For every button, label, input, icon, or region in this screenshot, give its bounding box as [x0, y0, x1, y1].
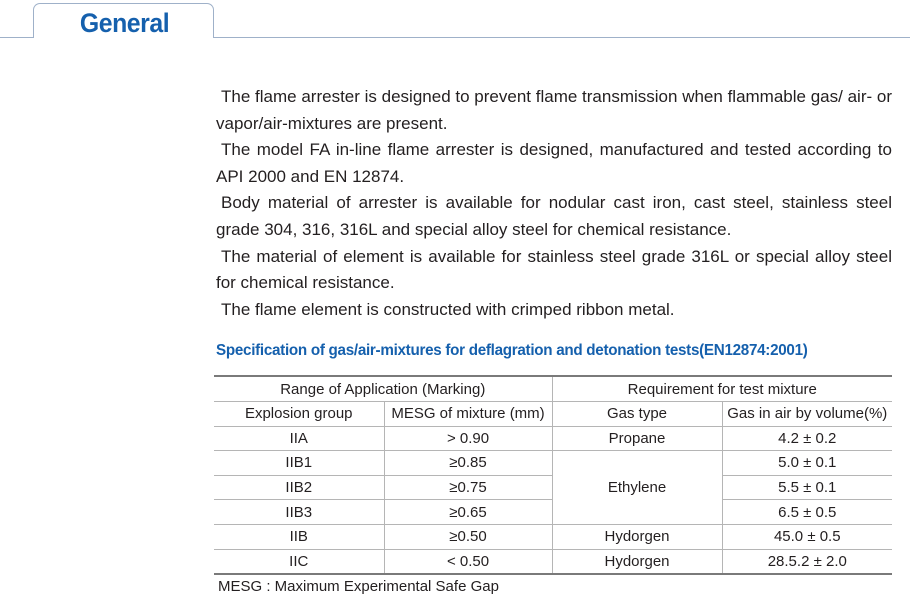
table-column-header-row — [214, 402, 892, 427]
group-header-range: Range of Application (Marking) — [214, 376, 552, 402]
table-group-header-row — [214, 376, 892, 402]
cell-volume: 45.0 ± 0.5 — [722, 524, 892, 549]
cell-group: IIA — [214, 426, 384, 451]
cell-volume: 4.2 ± 0.2 — [722, 426, 892, 451]
intro-text — [216, 84, 892, 323]
cell-mesg: ≥0.75 — [384, 475, 552, 500]
cell-volume: 5.5 ± 0.1 — [722, 475, 892, 500]
table-row — [214, 524, 892, 549]
table-row — [214, 549, 892, 574]
cell-group: IIB2 — [214, 475, 384, 500]
cell-volume: 28.5.2 ± 2.0 — [722, 549, 892, 574]
cell-group: IIB3 — [214, 500, 384, 525]
cell-mesg: < 0.50 — [384, 549, 552, 574]
tab-general[interactable] — [33, 3, 214, 38]
intro-paragraph: The model FA in-line flame arrester is designed, manufactured and tested according to API 2000 and EN 12874. — [216, 140, 892, 186]
spec-table — [214, 375, 892, 575]
column-header: Gas type — [552, 402, 722, 427]
cell-gas: Hydorgen — [552, 524, 722, 549]
intro-paragraph: Body material of arrester is available for nodular cast iron, cast steel, stainless steel grade 304, 316, 316L and special alloy steel for chemical resistance. — [216, 193, 892, 239]
group-header-requirement: Requirement for test mixture — [552, 376, 892, 402]
intro-paragraph: The material of element is available for stainless steel grade 316L or special alloy steel for chemical resistance. — [216, 246, 892, 293]
table-row — [214, 426, 892, 451]
cell-volume: 6.5 ± 0.5 — [722, 500, 892, 525]
cell-group: IIB — [214, 524, 384, 549]
column-header: Explosion group — [214, 402, 384, 427]
cell-group: IIB1 — [214, 451, 384, 476]
column-header: Gas in air by volume(%) — [722, 402, 892, 427]
tab-title: General — [79, 8, 170, 38]
column-header: MESG of mixture (mm) — [384, 402, 552, 427]
cell-gas: Propane — [552, 426, 722, 451]
mesg-footnote: MESG : Maximum Experimental Safe Gap — [218, 578, 499, 595]
cell-volume: 5.0 ± 0.1 — [722, 451, 892, 476]
cell-mesg: ≥0.65 — [384, 500, 552, 525]
table-row — [214, 451, 892, 476]
intro-paragraph: The flame arrester is designed to prevent flame transmission when flammable gas/ air- or vapor/air-mixtures are present. — [216, 87, 892, 133]
cell-mesg: ≥0.50 — [384, 524, 552, 549]
spec-title: Specification of gas/air-mixtures for deflagration and detonation tests(EN12874:2001) — [216, 342, 808, 359]
cell-gas: Hydorgen — [552, 549, 722, 574]
cell-group: IIC — [214, 549, 384, 574]
cell-mesg: > 0.90 — [384, 426, 552, 451]
intro-paragraph: The flame element is constructed with crimped ribbon metal. — [221, 299, 675, 319]
cell-mesg: ≥0.85 — [384, 451, 552, 476]
cell-gas: Ethylene — [552, 451, 722, 525]
